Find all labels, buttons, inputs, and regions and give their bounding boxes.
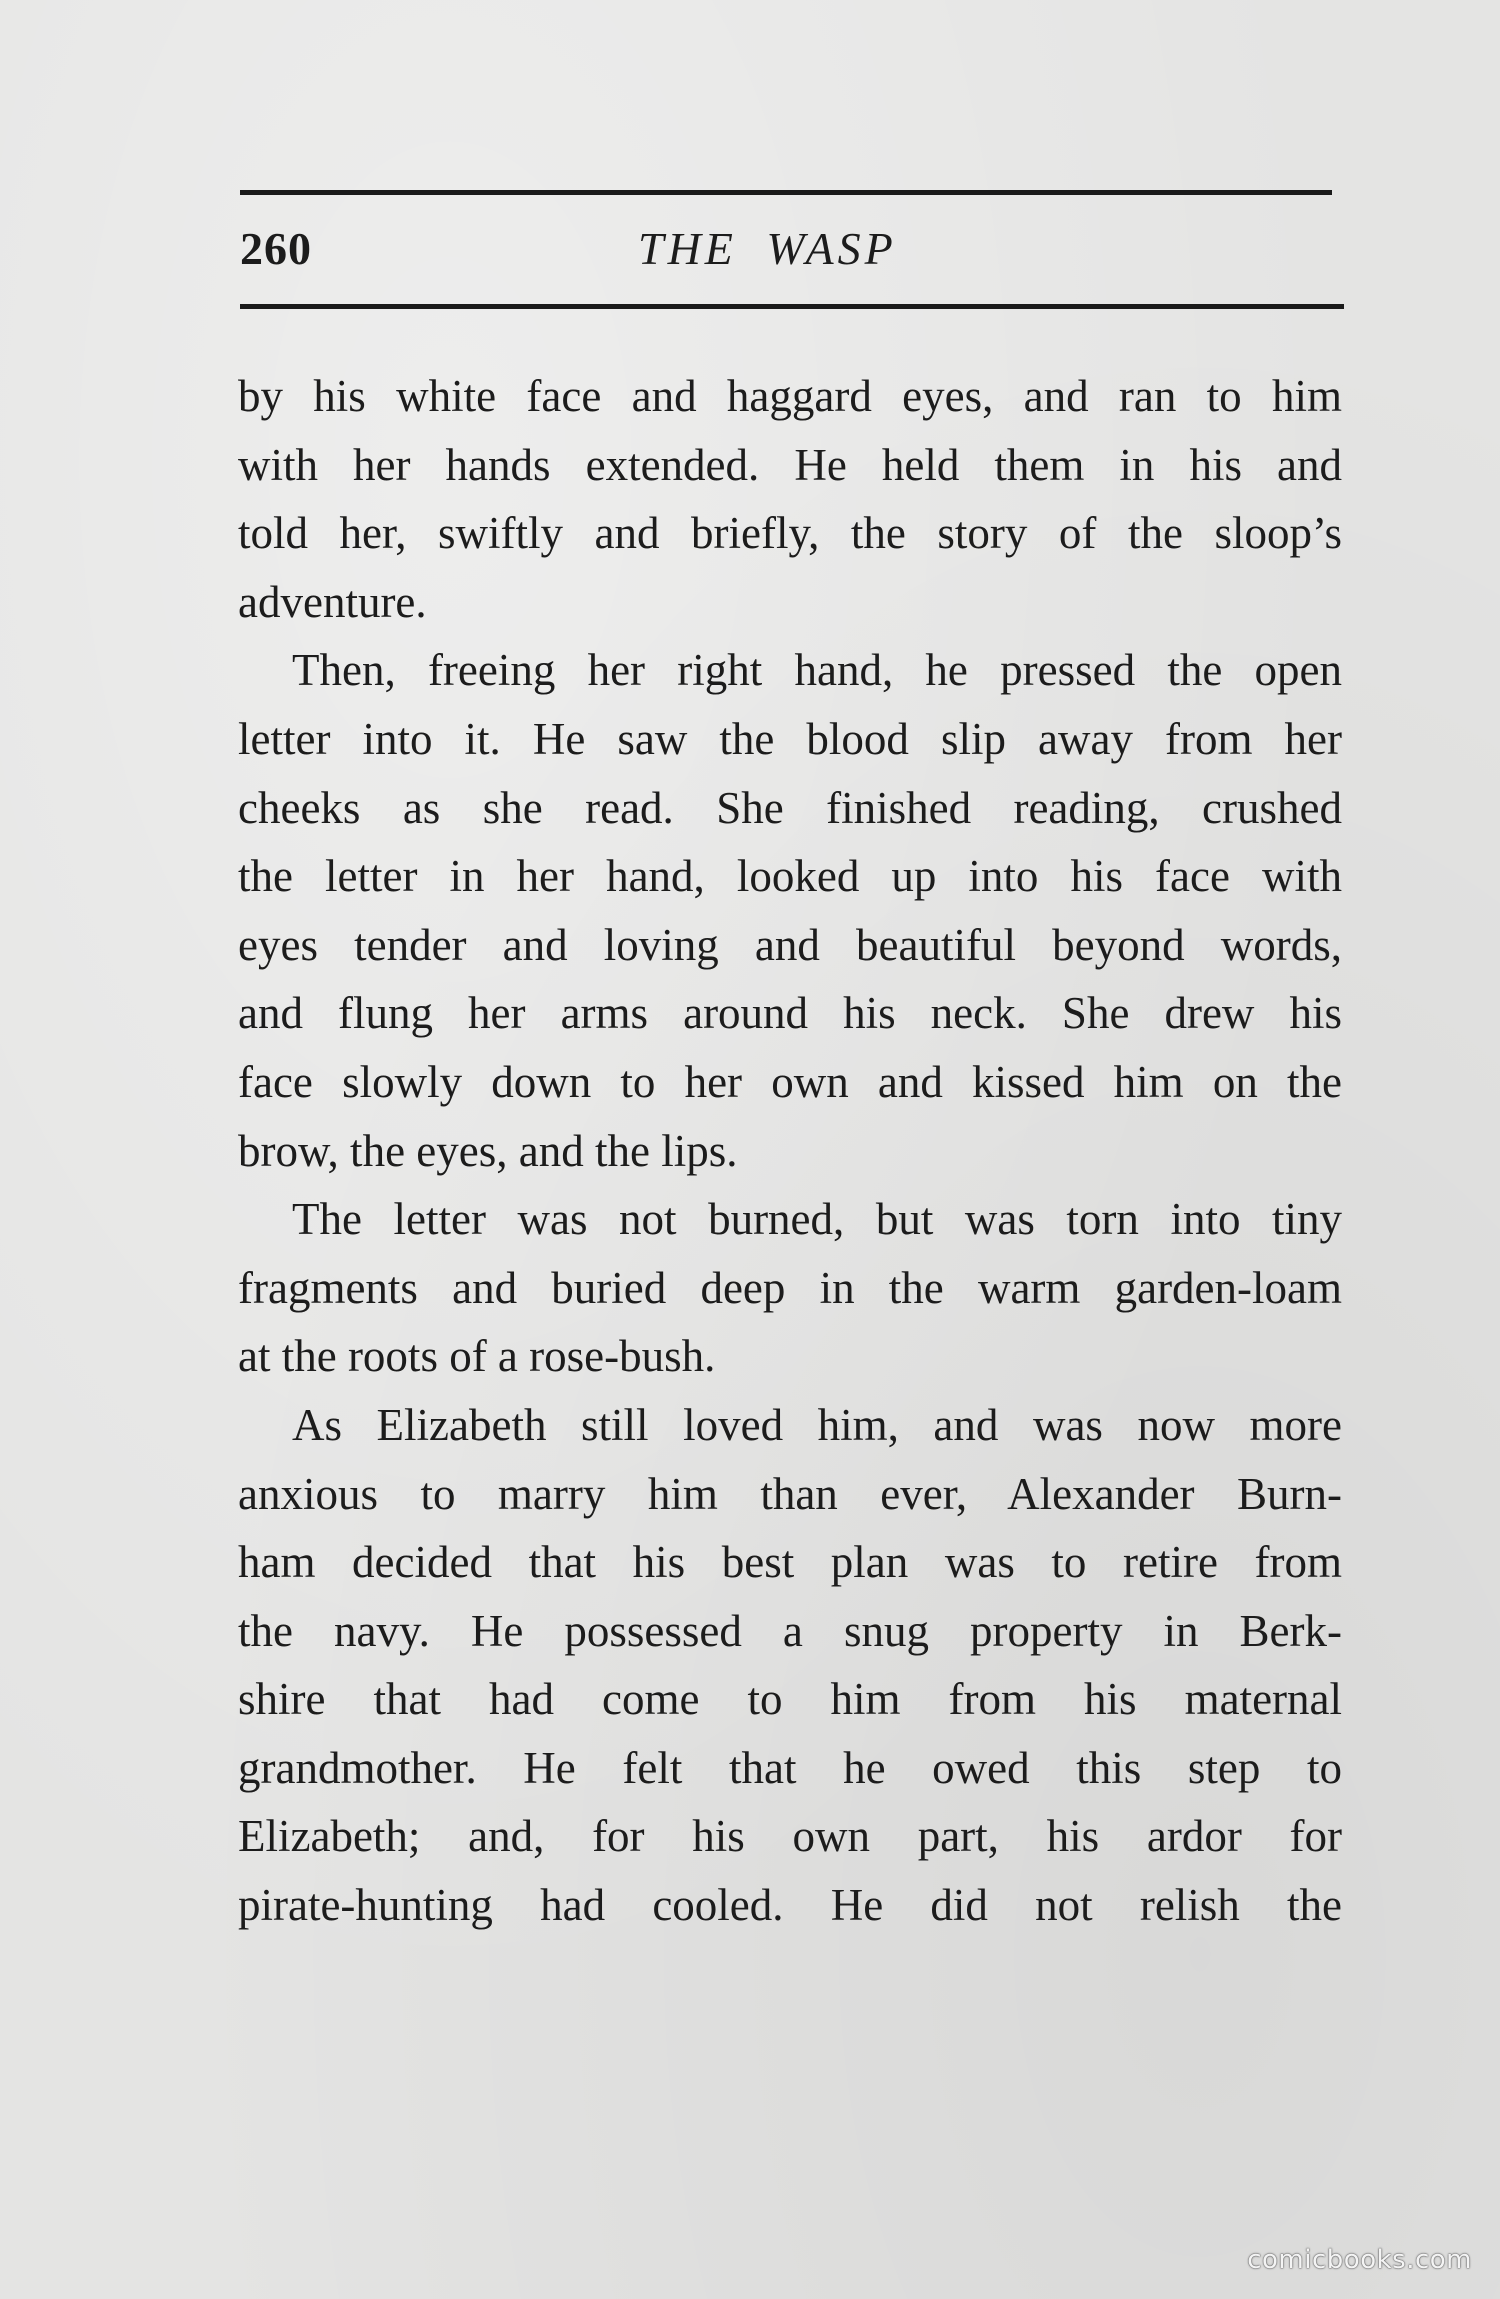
text-line: cheeks as she read. She finished reading, crushed: [238, 782, 1342, 833]
running-title: THE WASP: [638, 223, 897, 274]
body-text: [238, 362, 1342, 1940]
watermark: comicbooks.com: [1247, 2245, 1472, 2275]
header-rule-bottom: [240, 304, 1344, 309]
page-number: 260: [240, 223, 312, 274]
text-line: the letter in her hand, looked up into his face with: [238, 851, 1342, 902]
text-line: Elizabeth; and, for his own part, his ardor for: [238, 1811, 1342, 1862]
text-line: at the roots of a rose-bush.: [238, 1331, 716, 1382]
text-line: anxious to marry him than ever, Alexander Burn-: [238, 1468, 1342, 1519]
text-line: shire that had come to him from his maternal: [238, 1674, 1342, 1725]
text-line: fragments and buried deep in the warm garden-loam: [238, 1262, 1342, 1313]
text-line: told her, swiftly and briefly, the story of the sloop’s: [238, 508, 1342, 559]
header-rule-top: [240, 190, 1332, 195]
text-line: Then, freeing her right hand, he pressed the open: [292, 645, 1342, 696]
text-line: brow, the eyes, and the lips.: [238, 1125, 738, 1176]
text-line: pirate-hunting had cooled. He did not relish the: [238, 1880, 1342, 1931]
text-line: As Elizabeth still loved him, and was now more: [292, 1399, 1342, 1450]
text-line: with her hands extended. He held them in his and: [238, 439, 1342, 490]
text-line: and flung her arms around his neck. She drew his: [238, 988, 1342, 1039]
text-line: letter into it. He saw the blood slip away from her: [238, 713, 1342, 764]
text-line: grandmother. He felt that he owed this step to: [238, 1742, 1342, 1793]
text-line: adventure.: [238, 576, 427, 627]
running-head: [240, 222, 1340, 282]
text-line: The letter was not burned, but was torn into tiny: [292, 1194, 1342, 1245]
text-line: ham decided that his best plan was to retire from: [238, 1537, 1342, 1588]
text-line: the navy. He possessed a snug property in Berk-: [238, 1605, 1342, 1656]
text-line: eyes tender and loving and beautiful beyond words,: [238, 919, 1342, 970]
text-line: by his white face and haggard eyes, and ran to him: [238, 371, 1342, 421]
text-line: face slowly down to her own and kissed him on the: [238, 1056, 1342, 1107]
